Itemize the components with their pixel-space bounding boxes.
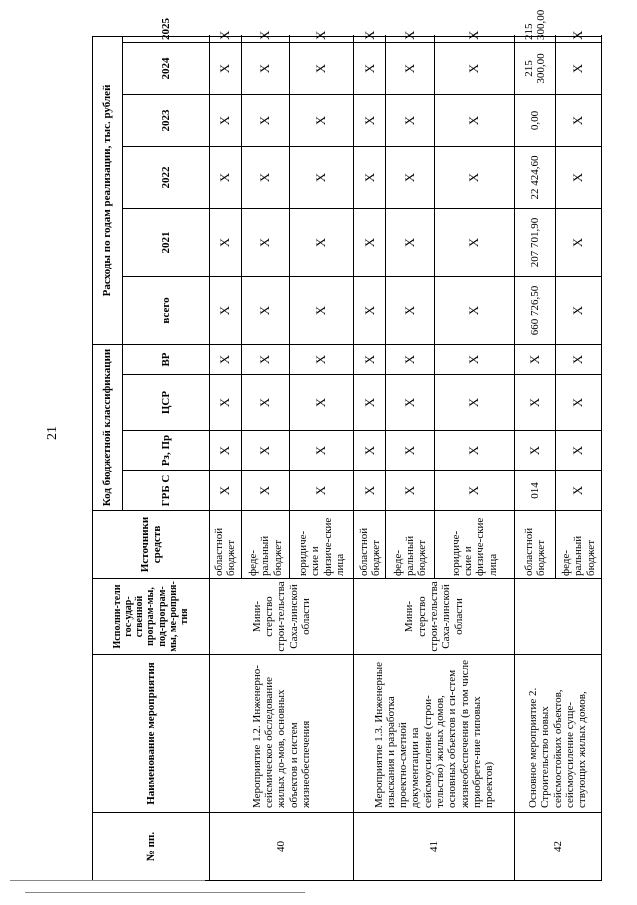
cross-cell: X xyxy=(242,277,290,345)
header-sources: Источники средств xyxy=(93,511,210,579)
cross-cell: X xyxy=(556,95,602,147)
cross-cell: X xyxy=(354,209,386,277)
cross-cell: X xyxy=(434,43,514,95)
total-value: 660 726,50 xyxy=(514,277,555,345)
row-name: Мероприятие 1.2. Инженерно-сейсмическое обследование жилых до-мов, основных объектов и систем жизнеобеспечения xyxy=(209,655,353,813)
cross-cell: X xyxy=(386,431,434,471)
cross-cell: X xyxy=(290,36,354,42)
cross-cell: X xyxy=(556,277,602,345)
header-2025: 2025 xyxy=(122,36,209,42)
cross-cell: X xyxy=(556,345,602,375)
cross-cell: X xyxy=(290,471,354,511)
source-federal: феде-ральный бюджет xyxy=(242,511,290,579)
value-2023: 0,00 xyxy=(514,95,555,147)
cross-cell: X xyxy=(242,209,290,277)
cross-cell: X xyxy=(386,345,434,375)
value-2025: 215 300,00 xyxy=(514,36,555,42)
header-2022: 2022 xyxy=(122,147,209,209)
header-2023: 2023 xyxy=(122,95,209,147)
cross-cell: X xyxy=(386,43,434,95)
grbs-value: 014 xyxy=(514,471,555,511)
header-name: Наименование мероприятия xyxy=(93,655,210,813)
source-legal-entities: юридиче-ские и физиче-ские лица xyxy=(434,511,514,579)
source-regional: областной бюджет xyxy=(209,511,241,579)
cross-cell: X xyxy=(242,345,290,375)
cross-cell: X xyxy=(290,345,354,375)
cross-cell: X xyxy=(556,147,602,209)
header-csr: ЦСР xyxy=(122,375,209,431)
cross-cell: X xyxy=(209,471,241,511)
cross-cell: X xyxy=(434,147,514,209)
cross-cell: X xyxy=(434,471,514,511)
cross-cell: X xyxy=(209,147,241,209)
cross-cell: X xyxy=(290,95,354,147)
header-2024: 2024 xyxy=(122,43,209,95)
scan-mark xyxy=(10,880,205,881)
cross-cell: X xyxy=(354,431,386,471)
cross-cell: X xyxy=(209,345,241,375)
cross-cell: X xyxy=(434,375,514,431)
scan-mark xyxy=(25,892,305,893)
cross-cell: X xyxy=(386,147,434,209)
cross-cell: X xyxy=(386,375,434,431)
rotated-table-container xyxy=(92,9,602,881)
cross-cell: X xyxy=(514,375,555,431)
cross-cell: X xyxy=(556,209,602,277)
value-2021: 207 701,90 xyxy=(514,209,555,277)
source-federal: феде-ральный бюджет xyxy=(556,511,602,579)
cross-cell: X xyxy=(209,209,241,277)
header-rzpr: Рз, Пр xyxy=(122,431,209,471)
row-executor: Мини-стерство строи-тельства Саха-линской области xyxy=(354,579,514,655)
header-2021: 2021 xyxy=(122,209,209,277)
cross-cell: X xyxy=(354,277,386,345)
row-num: 42 xyxy=(514,813,601,881)
cross-cell: X xyxy=(434,209,514,277)
cross-cell: X xyxy=(290,375,354,431)
cross-cell: X xyxy=(556,471,602,511)
cross-cell: X xyxy=(290,209,354,277)
row-name: Мероприятие 1.3. Инженерные изыскания и разработка проектно-сметной документации на сейсмоусиление (строи-тельство) жилых домов, основных объектов и си-стем жизнеобеспечения (в том числе приобрете-ние типовых проектов) xyxy=(354,655,514,813)
source-regional: областной бюджет xyxy=(354,511,386,579)
cross-cell: X xyxy=(290,43,354,95)
cross-cell: X xyxy=(514,431,555,471)
row-num: 40 xyxy=(209,813,353,881)
source-regional: областной бюджет xyxy=(514,511,555,579)
cross-cell: X xyxy=(354,375,386,431)
cross-cell: X xyxy=(434,95,514,147)
cross-cell: X xyxy=(386,277,434,345)
row-num: 41 xyxy=(354,813,514,881)
cross-cell: X xyxy=(556,36,602,42)
value-2024: 215 300,00 xyxy=(514,43,555,95)
cross-cell: X xyxy=(386,95,434,147)
header-vr: ВР xyxy=(122,345,209,375)
header-total: всего xyxy=(122,277,209,345)
budget-table xyxy=(92,9,602,881)
cross-cell: X xyxy=(386,471,434,511)
header-executors: Исполни-тели гос-удар-ственной програм-мы, под-програм-мы, ме-роприя-тия xyxy=(93,579,210,655)
cross-cell: X xyxy=(434,277,514,345)
cross-cell: X xyxy=(386,36,434,42)
cross-cell: X xyxy=(242,43,290,95)
cross-cell: X xyxy=(556,431,602,471)
cross-cell: X xyxy=(209,375,241,431)
cross-cell: X xyxy=(209,95,241,147)
cross-cell: X xyxy=(354,147,386,209)
cross-cell: X xyxy=(242,375,290,431)
cross-cell: X xyxy=(556,43,602,95)
cross-cell: X xyxy=(209,277,241,345)
source-legal-entities: юридиче-ские и физиче-ские лица xyxy=(290,511,354,579)
cross-cell: X xyxy=(354,43,386,95)
cross-cell: X xyxy=(386,209,434,277)
cross-cell: X xyxy=(242,431,290,471)
cross-cell: X xyxy=(354,345,386,375)
cross-cell: X xyxy=(242,36,290,42)
cross-cell: X xyxy=(354,36,386,42)
cross-cell: X xyxy=(434,345,514,375)
cross-cell: X xyxy=(242,147,290,209)
header-num: № пп. xyxy=(93,813,210,881)
header-expenses: Расходы по годам реализации, тыс. рублей xyxy=(93,36,123,344)
cross-cell: X xyxy=(354,471,386,511)
header-budget-code: Код бюджетной классификации xyxy=(93,345,123,511)
source-federal: феде-ральный бюджет xyxy=(386,511,434,579)
cross-cell: X xyxy=(290,431,354,471)
cross-cell: X xyxy=(434,431,514,471)
cross-cell: X xyxy=(209,36,241,42)
cross-cell: X xyxy=(209,431,241,471)
page-number: 21 xyxy=(45,426,60,440)
cross-cell: X xyxy=(556,375,602,431)
row-executor: Мини-стерство строи-тельства Саха-линской области xyxy=(209,579,353,655)
cross-cell: X xyxy=(242,471,290,511)
value-2022: 22 424,60 xyxy=(514,147,555,209)
cross-cell: X xyxy=(354,95,386,147)
row-name: Основное мероприятие 2. Строительство новых сейсмостойких объектов, сейсмоусиление суще-ствующих жилых домов, xyxy=(514,655,601,813)
cross-cell: X xyxy=(514,345,555,375)
row-executor-empty xyxy=(514,579,601,655)
cross-cell: X xyxy=(242,95,290,147)
cross-cell: X xyxy=(290,147,354,209)
cross-cell: X xyxy=(209,43,241,95)
cross-cell: X xyxy=(290,277,354,345)
header-grbs: ГРБ С xyxy=(122,471,209,511)
cross-cell: X xyxy=(434,36,514,42)
